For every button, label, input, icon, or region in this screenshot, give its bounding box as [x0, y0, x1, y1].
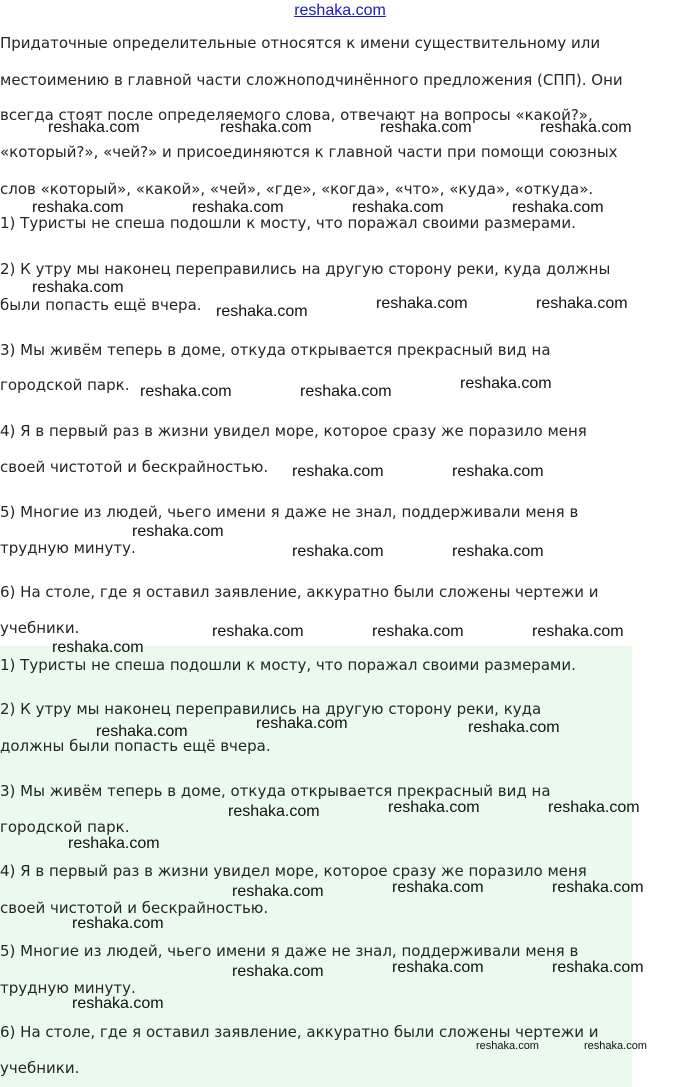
watermark: reshaka.com [388, 799, 480, 816]
watermark: reshaka.com [380, 119, 472, 136]
task-line: 3) Мы живём теперь в доме, откуда открывается прекрасный вид на [0, 341, 551, 359]
watermark: reshaka.com [548, 799, 640, 816]
watermark: reshaka.com [552, 879, 644, 896]
watermark: reshaka.com [228, 803, 320, 820]
watermark: reshaka.com [48, 119, 140, 136]
watermark: reshaka.com [292, 463, 384, 480]
watermark: reshaka.com [512, 199, 604, 216]
watermark: reshaka.com [372, 623, 464, 640]
watermark: reshaka.com [32, 199, 124, 216]
watermark: reshaka.com [532, 623, 624, 640]
task-line: своей чистотой и бескрайностью. [0, 458, 269, 476]
site-header-link[interactable]: reshaka.com [294, 2, 386, 19]
watermark: reshaka.com [540, 119, 632, 136]
intro-line: слов «который», «какой», «чей», «где», «когда», «что», «куда», «откуда». [0, 180, 594, 198]
watermark: reshaka.com [376, 295, 468, 312]
watermark: reshaka.com [392, 879, 484, 896]
answer-line: 6) На столе, где я оставил заявление, аккуратно были сложены чертежи и [0, 1023, 599, 1041]
intro-line: местоимению в главной части сложноподчинённого предложения (СПП). Они [0, 71, 623, 89]
watermark: reshaka.com [584, 1040, 647, 1052]
answer-line: должны были попасть ещё вчера. [0, 737, 271, 755]
task-line: 5) Многие из людей, чьего имени я даже не знал, поддерживали меня в [0, 503, 579, 521]
watermark: reshaka.com [232, 883, 324, 900]
watermark: reshaka.com [192, 199, 284, 216]
answer-line: своей чистотой и бескрайностью. [0, 899, 269, 917]
watermark: reshaka.com [460, 375, 552, 392]
watermark: reshaka.com [256, 715, 348, 732]
task-line: 4) Я в первый раз в жизни увидел море, которое сразу же поразило меня [0, 422, 587, 440]
watermark: reshaka.com [352, 199, 444, 216]
task-line: учебники. [0, 619, 80, 637]
task-line: 6) На столе, где я оставил заявление, аккуратно были сложены чертежи и [0, 583, 599, 601]
answer-line: 2) К утру мы наконец переправились на другую сторону реки, куда [0, 700, 542, 718]
intro-line: Придаточные определительные относятся к имени существительному или [0, 34, 601, 52]
task-line: были попасть ещё вчера. [0, 296, 202, 314]
answer-line: учебники. [0, 1059, 80, 1077]
task-line: 1) Туристы не спеша подошли к мосту, что поражал своими размерами. [0, 214, 576, 232]
intro-line: всегда стоят после определяемого слова, отвечают на вопросы «какой?», [0, 106, 593, 124]
watermark: reshaka.com [132, 523, 224, 540]
watermark: reshaka.com [96, 723, 188, 740]
answer-line: городской парк. [0, 818, 130, 836]
watermark: reshaka.com [552, 959, 644, 976]
answer-line: 1) Туристы не спеша подошли к мосту, что поражал своими размерами. [0, 656, 576, 674]
watermark: reshaka.com [292, 543, 384, 560]
watermark: reshaka.com [452, 463, 544, 480]
watermark: reshaka.com [536, 295, 628, 312]
task-line: 2) К утру мы наконец переправились на другую сторону реки, куда должны [0, 260, 611, 278]
watermark: reshaka.com [300, 383, 392, 400]
task-line: городской парк. [0, 376, 130, 394]
watermark: reshaka.com [72, 915, 164, 932]
answer-line: 3) Мы живём теперь в доме, откуда открывается прекрасный вид на [0, 782, 551, 800]
answer-line: трудную минуту. [0, 979, 136, 997]
intro-line: «который?», «чей?» и присоединяются к главной части при помощи союзных [0, 143, 618, 161]
answer-line: 4) Я в первый раз в жизни увидел море, которое сразу же поразило меня [0, 862, 587, 880]
task-line: трудную минуту. [0, 539, 136, 557]
watermark: reshaka.com [452, 543, 544, 560]
watermark: reshaka.com [140, 383, 232, 400]
watermark: reshaka.com [468, 719, 560, 736]
watermark: reshaka.com [32, 279, 124, 296]
watermark: reshaka.com [392, 959, 484, 976]
watermark: reshaka.com [72, 995, 164, 1012]
watermark: reshaka.com [212, 623, 304, 640]
watermark: reshaka.com [52, 639, 144, 656]
watermark: reshaka.com [232, 963, 324, 980]
answer-line: 5) Многие из людей, чьего имени я даже не знал, поддерживали меня в [0, 942, 579, 960]
watermark: reshaka.com [68, 835, 160, 852]
watermark: reshaka.com [216, 303, 308, 320]
watermark: reshaka.com [476, 1040, 539, 1052]
watermark: reshaka.com [220, 119, 312, 136]
